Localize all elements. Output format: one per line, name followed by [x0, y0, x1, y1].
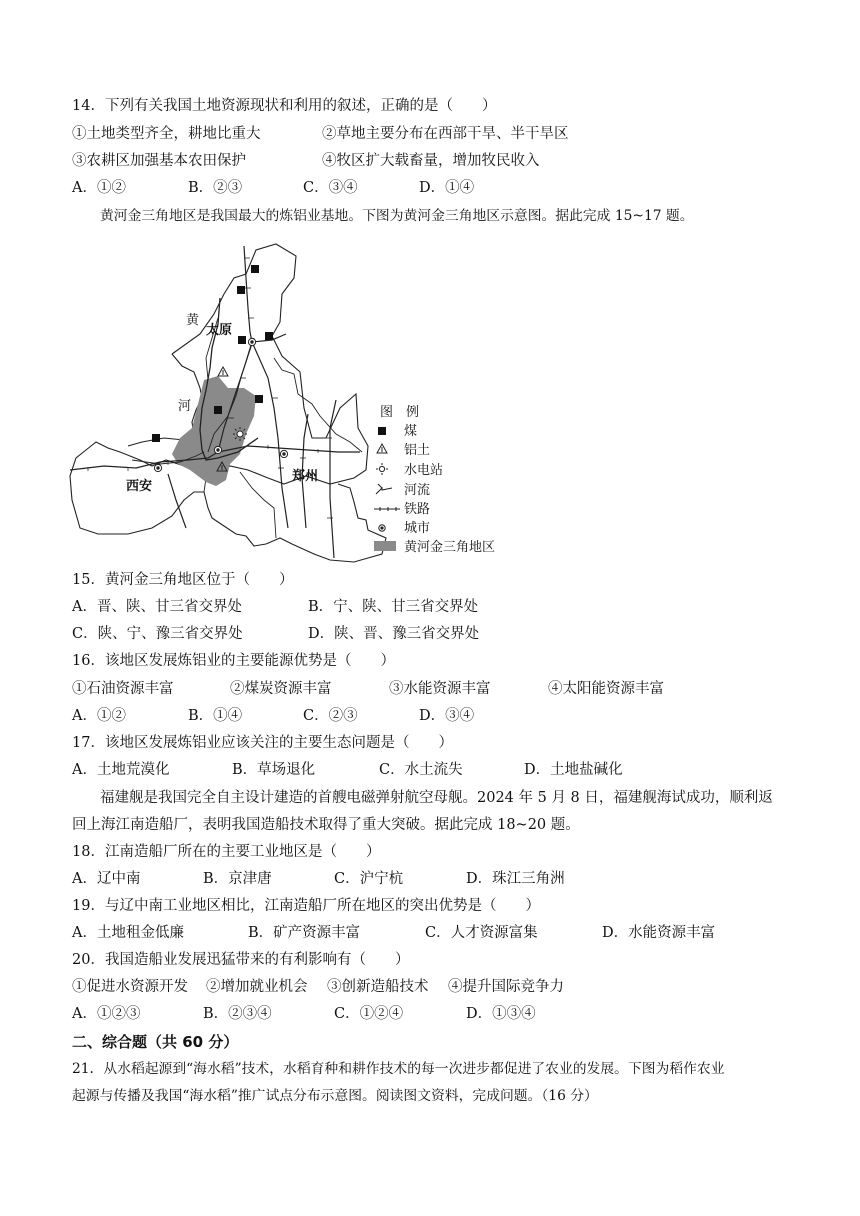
q14-option-a: A．①② — [72, 180, 126, 196]
railway — [244, 246, 252, 342]
legend-hydro: 水电站 — [404, 463, 444, 478]
coal-marker — [265, 332, 273, 340]
city-marker — [214, 446, 221, 453]
q18-stem: 18．江南造船厂所在的主要工业地区是（ ） — [72, 844, 381, 860]
legend-region-symbol — [374, 541, 396, 551]
q20-option-c: C．①②④ — [334, 1006, 404, 1022]
city-marker — [248, 338, 255, 345]
q21-line1: 21．从水稻起源到“海水稻”技术，水稻育种和耕作技术的每一次进步都促进了农业的发展。下图为稻作农业 — [72, 1061, 725, 1077]
q20-statement-1: ①促进水资源开发 — [72, 979, 188, 995]
q20-statement-3: ③创新造船技术 — [327, 979, 429, 995]
q16-statement-2: ②煤炭资源丰富 — [230, 681, 332, 697]
q18-option-d: D．珠江三角洲 — [466, 871, 565, 887]
legend-city-symbol — [379, 525, 385, 531]
bauxite-marker — [218, 367, 228, 376]
legend-title: 图 例 — [380, 405, 420, 420]
q20-option-a: A．①②③ — [72, 1006, 141, 1022]
q17-option-a: A．土地荒漠化 — [72, 762, 170, 778]
q18-option-a: A．辽中南 — [72, 871, 141, 887]
map-legend — [374, 405, 495, 555]
q19-option-b: B．矿产资源丰富 — [248, 925, 361, 941]
q15-option-d: D．陕、晋、豫三省交界处 — [308, 626, 480, 642]
q19-option-c: C．人才资源富集 — [425, 925, 538, 941]
q14-option-b: B．②③ — [188, 180, 243, 196]
q20-statement-4: ④提升国际竞争力 — [448, 979, 564, 995]
legend-city: 城市 — [404, 521, 431, 536]
map-outline-north — [172, 274, 246, 354]
legend-hydro-symbol — [376, 463, 388, 475]
legend-railway: 铁路 — [404, 502, 431, 517]
q16-statement-3: ③水能资源丰富 — [389, 681, 491, 697]
section-2-heading: 二、综合题（共 60 分） — [72, 1033, 239, 1051]
coal-marker — [255, 395, 263, 403]
legend-bauxite: 铝土 — [404, 443, 431, 458]
legend-region: 黄河金三角地区 — [404, 540, 496, 555]
q17-stem: 17．该地区发展炼铝业应该关注的主要生态问题是（ ） — [72, 735, 453, 751]
river-label-huang: 黄 — [186, 313, 200, 328]
q17-option-c: C．水土流失 — [379, 762, 463, 778]
q16-statement-4: ④太阳能资源丰富 — [548, 681, 664, 697]
intro-15-17: 黄河金三角地区是我国最大的炼铝业基地。下图为黄河金三角地区示意图。据此完成 15~17 题。 — [100, 208, 694, 224]
legend-coal: 煤 — [404, 424, 418, 439]
province-boundary — [240, 472, 276, 538]
coal-marker — [251, 265, 259, 273]
q20-option-d: D．①③④ — [466, 1006, 536, 1022]
legend-railway-symbol — [374, 507, 400, 511]
q14-statement-4: ④牧区扩大载畜量，增加牧民收入 — [322, 153, 540, 169]
q14-statement-1: ①土地类型齐全，耕地比重大 — [72, 126, 261, 142]
q14-stem: 14．下列有关我国土地资源现状和利用的叙述，正确的是（ ） — [72, 98, 497, 114]
q19-option-a: A．土地租金低廉 — [72, 925, 184, 941]
legend-coal-symbol — [378, 427, 386, 435]
legend-bauxite-symbol — [377, 444, 387, 453]
q20-option-b: B．②③④ — [203, 1006, 272, 1022]
coal-marker — [237, 286, 245, 294]
q18-option-b: B．京津唐 — [203, 871, 272, 887]
q16-statement-1: ①石油资源丰富 — [72, 681, 174, 697]
q17-option-d: D．土地盐碱化 — [524, 762, 623, 778]
river-label-he: 河 — [178, 399, 192, 414]
intro-18-20-line1: 福建舰是我国完全自主设计建造的首艘电磁弹射航空母舰。2024 年 5 月 8 日，福建舰海试成功，顺利返 — [100, 790, 773, 806]
q16-option-a: A．①② — [72, 708, 126, 724]
intro-18-20-line2: 回上海江南造船厂，表明我国造船技术取得了重大突破。据此完成 18~20 题。 — [72, 817, 580, 833]
q15-stem: 15．黄河金三角地区位于（ ） — [72, 572, 294, 588]
q14-statement-3: ③农耕区加强基本农田保护 — [72, 153, 246, 169]
q18-option-c: C．沪宁杭 — [334, 871, 404, 887]
q19-stem: 19．与辽中南工业地区相比，江南造船厂所在地区的突出优势是（ ） — [72, 898, 540, 914]
city-label-zhengzhou: 郑州 — [292, 469, 319, 484]
city-label-xian: 西安 — [126, 479, 153, 494]
coal-marker — [152, 434, 160, 442]
q20-stem: 20．我国造船业发展迅猛带来的有利影响有（ ） — [72, 952, 410, 968]
legend-river: 河流 — [404, 483, 431, 498]
coal-marker — [238, 336, 246, 344]
q14-option-c: C．③④ — [303, 180, 358, 196]
q15-option-a: A．晋、陕、甘三省交界处 — [72, 599, 242, 615]
legend-river-symbol — [376, 484, 392, 494]
city-marker — [154, 464, 161, 471]
q21-line2: 起源与传播及我国“海水稻”推广试点分布示意图。阅读图文资料，完成问题。（16 分） — [72, 1088, 598, 1104]
q14-statement-2: ②草地主要分布在西部干旱、半干旱区 — [322, 126, 569, 142]
q14-option-d: D．①④ — [419, 180, 475, 196]
q19-option-d: D．水能资源丰富 — [602, 925, 716, 941]
city-label-taiyuan: 太原 — [206, 323, 233, 338]
q15-option-b: B．宁、陕、甘三省交界处 — [308, 599, 479, 615]
q17-option-b: B．草场退化 — [232, 762, 316, 778]
q16-stem: 16．该地区发展炼铝业的主要能源优势是（ ） — [72, 653, 395, 669]
q16-option-b: B．①④ — [188, 708, 243, 724]
q20-statement-2: ②增加就业机会 — [206, 979, 308, 995]
yellow-river-golden-triangle-map — [68, 238, 518, 564]
q15-option-c: C．陕、宁、豫三省交界处 — [72, 626, 243, 642]
coal-marker — [214, 406, 222, 414]
q16-option-c: C．②③ — [303, 708, 358, 724]
q16-option-d: D．③④ — [419, 708, 475, 724]
city-marker — [280, 450, 287, 457]
